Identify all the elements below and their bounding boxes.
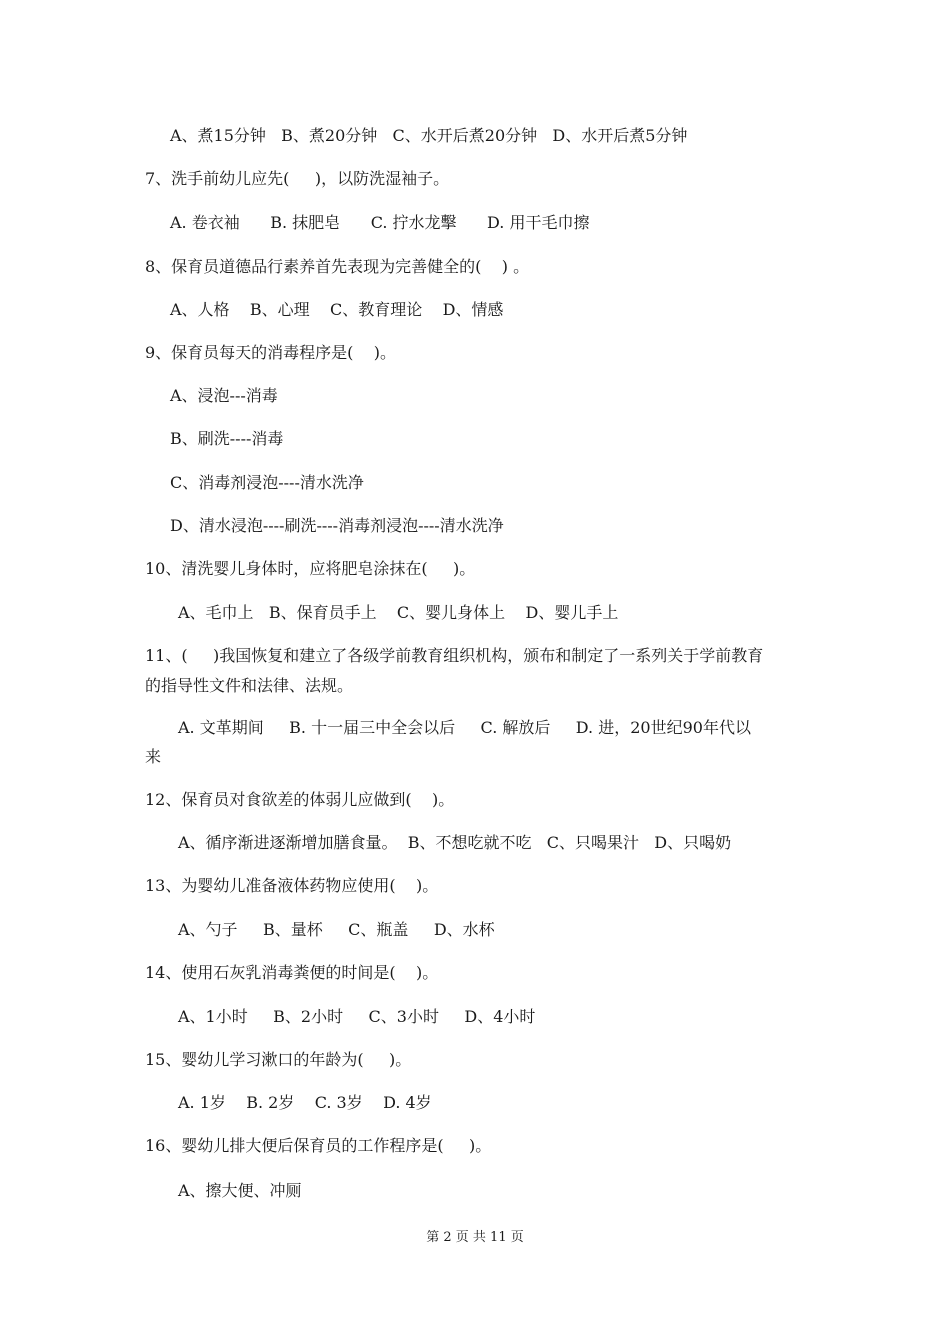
- page-footer: 第 2 页 共 11 页: [426, 1230, 524, 1245]
- q7-options: A. 卷衣袖 B. 抹肥皂 C. 拧水龙擊 D. 用干毛巾擦: [170, 213, 590, 232]
- q11-options: A. 文革期间 B. 十一届三中全会以后 C. 解放后 D. 进，20世纪90年代以: [178, 718, 751, 737]
- q12-question: 12、保育员对食欲差的体弱儿应做到( )。: [145, 790, 455, 809]
- q9-option-c: C、消毒剂浸泡----清水洗净: [170, 473, 364, 492]
- q11-question: 11、( )我国恢复和建立了各级学前教育组织机构，颁布和制定了一系列关于学前教育: [145, 646, 764, 665]
- q13-question: 13、为婴幼儿准备液体药物应使用( )。: [145, 876, 439, 895]
- q8-options: A、人格 B、心理 C、教育理论 D、情感: [170, 300, 504, 319]
- q14-options: A、1小时 B、2小时 C、3小时 D、4小时: [178, 1007, 536, 1026]
- q9-option-b: B、刷洗----消毒: [170, 429, 284, 448]
- q10-options: A、毛巾上 B、保育员手上 C、婴儿身体上 D、婴儿手上: [178, 603, 619, 622]
- q16-question: 16、婴幼儿排大便后保育员的工作程序是( )。: [145, 1136, 492, 1155]
- q11-options-cont: 来: [145, 747, 162, 766]
- q9-option-a: A、浸泡---消毒: [170, 386, 278, 405]
- q14-question: 14、使用石灰乳消毒粪便的时间是( )。: [145, 963, 439, 982]
- q13-options: A、勺子 B、量杯 C、瓶盖 D、水杯: [178, 920, 495, 939]
- q11-question-cont: 的指导性文件和法律、法规。: [145, 676, 354, 695]
- q15-options: A. 1岁 B. 2岁 C. 3岁 D. 4岁: [178, 1093, 432, 1112]
- q15-question: 15、婴幼儿学习漱口的年龄为( )。: [145, 1050, 412, 1069]
- q6-options: A、煮15分钟 B、煮20分钟 C、水开后煮20分钟 D、水开后煮5分钟: [170, 126, 688, 145]
- q16-option-a: A、擦大便、冲厕: [178, 1181, 302, 1200]
- q9-question: 9、保育员每天的消毒程序是( )。: [145, 343, 397, 362]
- q9-option-d: D、清水浸泡----刷洗----消毒剂浸泡----清水洗净: [170, 516, 504, 535]
- q10-question: 10、清洗婴儿身体时，应将肥皂涂抹在( )。: [145, 559, 476, 578]
- q8-question: 8、保育员道德品行素养首先表现为完善健全的( ) 。: [145, 257, 530, 276]
- q7-question: 7、洗手前幼儿应先( )，以防洗湿袖子。: [145, 169, 450, 188]
- q12-options: A、循序渐进逐渐增加膳食量。 B、不想吃就不吃 C、只喝果汁 D、只喝奶: [178, 833, 732, 852]
